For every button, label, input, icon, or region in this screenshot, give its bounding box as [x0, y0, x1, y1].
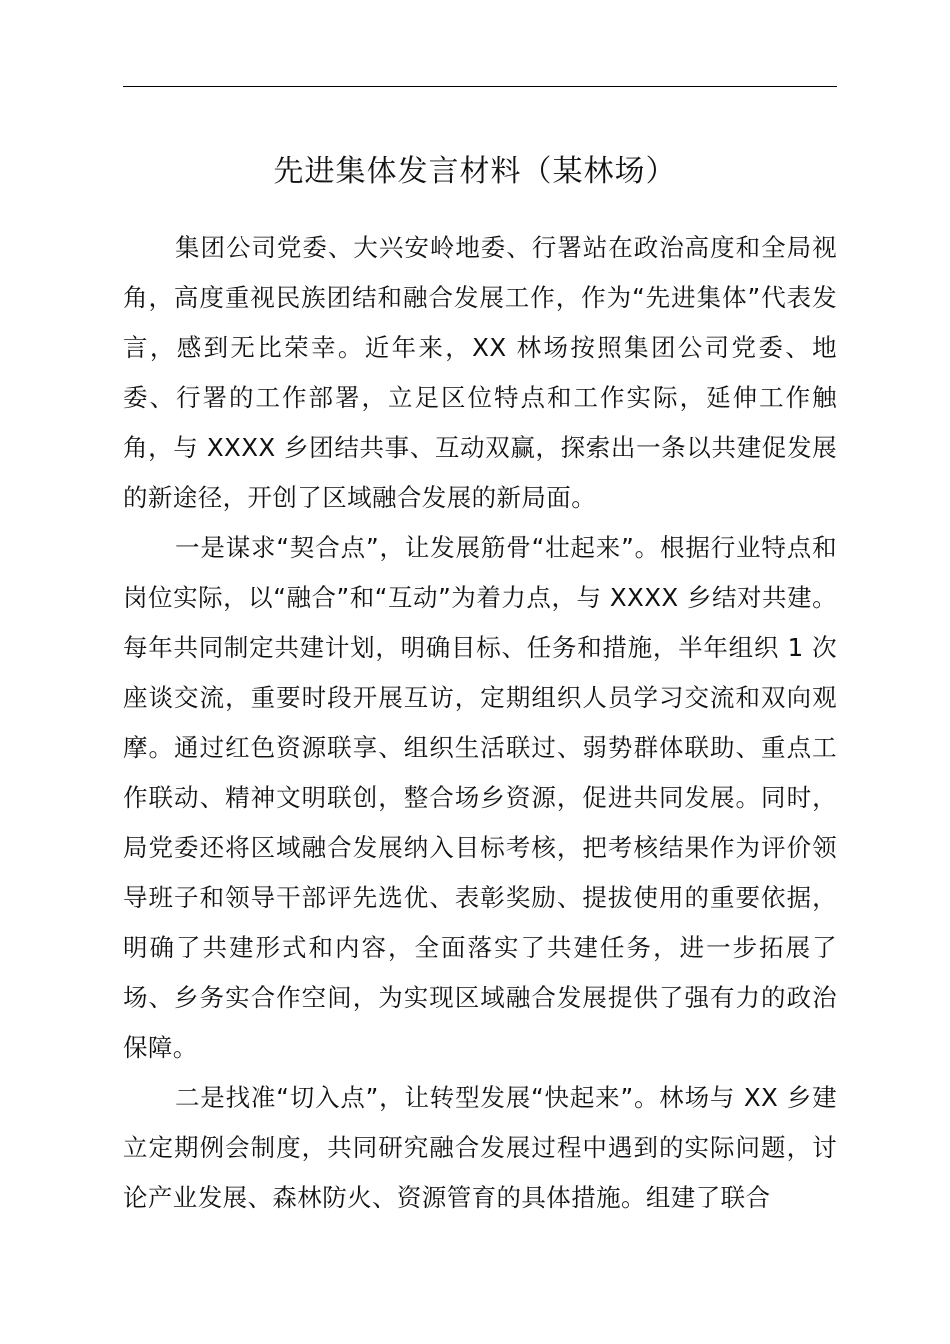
- document-title: 先进集体发言材料（某林场）: [273, 154, 677, 189]
- paragraph-point-two: 二是找准“切入点”，让转型发展“快起来”。林场与 XX 乡建立定期例会制度，共同研究融合发展过程中遇到的实际问题，讨论产业发展、森林防火、资源管育的具体措施。组建了联合: [123, 1083, 837, 1212]
- paragraph-point-one: 一是谋求“契合点”，让发展筋骨“壮起来”。根据行业特点和岗位实际，以“融合”和“互动”为着力点，与 XXXX 乡结对共建。每年共同制定共建计划，明确目标、任务和措施，半年组织 1 次座谈交流，重要时段开展互访，定期组织人员学习交流和双向观摩。通过红色资源联享、组织生活联过、弱势群体联助、重点工作联动、精神文明联创，整合场乡资源，促进共同发展。同时，局党委还将区域融合发展纳入目标考核，把考核结果作为评价领导班子和领导干部评先选优、表彰奖励、提拔使用的重要依据，明确了共建形式和内容，全面落实了共建任务，进一步拓展了场、乡务实合作空间，为实现区域融合发展提供了强有力的政治保障。: [123, 533, 837, 1062]
- header-rule: [123, 86, 837, 87]
- document-body: [123, 223, 837, 1223]
- paragraph-intro: 集团公司党委、大兴安岭地委、行署站在政治高度和全局视角，高度重视民族团结和融合发展工作，作为“先进集体”代表发言，感到无比荣幸。近年来，XX 林场按照集团公司党委、地委、行署的工作部署，立足区位特点和工作实际，延伸工作触角，与 XXXX 乡团结共事、互动双赢，探索出一条以共建促发展的新途径，开创了区域融合发展的新局面。: [123, 233, 837, 512]
